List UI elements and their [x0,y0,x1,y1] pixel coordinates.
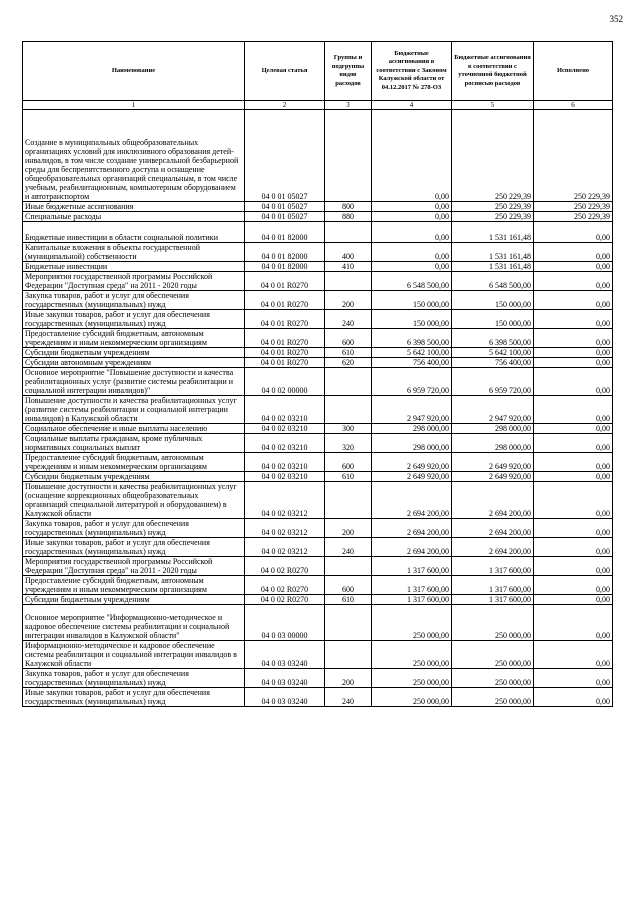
row-expense-group: 200 [325,291,372,310]
row-refined-amount: 298 000,00 [452,434,534,453]
table-row [23,212,613,222]
table-row [23,472,613,482]
row-target-code: 04 0 02 03212 [245,482,325,519]
row-target-code: 04 0 01 82000 [245,262,325,272]
row-name: Социальное обеспечение и иные выплаты населению [23,424,245,434]
row-law-amount: 756 400,00 [372,358,452,368]
row-refined-amount: 1 317 600,00 [452,557,534,576]
row-target-code: 04 0 03 00000 [245,605,325,641]
header-refined: Бюджетные ассигнования в соответствии с уточненной бюджетной росписью расходов [452,42,534,101]
row-expense-group [325,557,372,576]
table-row [23,110,613,202]
row-expense-group [325,368,372,396]
row-target-code: 04 0 01 R0270 [245,329,325,348]
row-target-code: 04 0 02 03210 [245,472,325,482]
row-target-code: 04 0 01 R0270 [245,358,325,368]
row-refined-amount: 2 649 920,00 [452,472,534,482]
row-name: Предоставление субсидий бюджетным, автономным учреждениям и иным некоммерческим организациям [23,329,245,348]
header-executed: Исполнено [534,42,613,101]
table-row [23,262,613,272]
page-number: 352 [609,14,623,24]
row-name: Информационно-методическое и кадровое обеспечение системы реабилитации и социальной интеграции инвалидов в Калужской области [23,641,245,669]
row-expense-group [325,222,372,243]
row-name: Иные закупки товаров, работ и услуг для обеспечения государственных (муниципальных) нужд [23,688,245,707]
row-target-code: 04 0 01 82000 [245,222,325,243]
row-name: Предоставление субсидий бюджетным, автономным учреждениям и иным некоммерческим организациям [23,576,245,595]
row-name: Основное мероприятие "Повышение доступности и качества реабилитационных услуг (развитие системы реабилитации и социальной интеграции инвалидов)" [23,368,245,396]
row-executed-amount: 0,00 [534,262,613,272]
table-row [23,424,613,434]
row-refined-amount: 250 000,00 [452,688,534,707]
row-expense-group: 400 [325,243,372,262]
table-row [23,519,613,538]
row-refined-amount: 250 000,00 [452,605,534,641]
row-target-code: 04 0 02 R0270 [245,557,325,576]
row-law-amount: 298 000,00 [372,424,452,434]
row-executed-amount: 0,00 [534,557,613,576]
row-expense-group: 880 [325,212,372,222]
row-law-amount: 2 694 200,00 [372,482,452,519]
row-expense-group: 320 [325,434,372,453]
table-row [23,688,613,707]
row-name: Основное мероприятие "Информационно-методическое и кадровое обеспечение системы реабилитации и социальной интеграции инвалидов в Калужской области" [23,605,245,641]
table-row [23,605,613,641]
row-executed-amount: 250 229,39 [534,110,613,202]
row-refined-amount: 6 959 720,00 [452,368,534,396]
table-row [23,482,613,519]
row-target-code: 04 0 01 05027 [245,212,325,222]
row-law-amount: 6 398 500,00 [372,329,452,348]
row-executed-amount: 0,00 [534,688,613,707]
table-row [23,434,613,453]
row-law-amount: 0,00 [372,202,452,212]
row-target-code: 04 0 02 03210 [245,424,325,434]
header-group: Группы и подгруппы видов расходов [325,42,372,101]
row-name: Закупка товаров, работ и услуг для обеспечения государственных (муниципальных) нужд [23,519,245,538]
row-name: Специальные расходы [23,212,245,222]
column-number: 6 [534,101,613,110]
row-refined-amount: 250 229,39 [452,212,534,222]
row-executed-amount: 0,00 [534,396,613,424]
row-name: Капитальные вложения в объекты государственной (муниципальной) собственности [23,243,245,262]
row-law-amount: 250 000,00 [372,688,452,707]
row-expense-group: 610 [325,595,372,605]
row-law-amount: 2 947 920,00 [372,396,452,424]
column-number: 5 [452,101,534,110]
row-executed-amount: 0,00 [534,424,613,434]
row-executed-amount: 0,00 [534,669,613,688]
table-row [23,202,613,212]
table-row [23,576,613,595]
header-row [23,42,613,101]
row-law-amount: 1 317 600,00 [372,576,452,595]
row-expense-group: 600 [325,576,372,595]
header-law: Бюджетные ассигнования в соответствии с Законом Калужской области от 04.12.2017 № 278-ОЗ [372,42,452,101]
row-name: Создание в муниципальных общеобразовательных организациях условий для инклюзивного образования детей-инвалидов, в том числе создание универсальной безбарьерной среды для беспрепятственного доступа и оснащение общеобразовательных организаций специальным, в том числе учебным, реабилитационным, компьютерным оборудованием и автотранспортом [23,110,245,202]
row-executed-amount: 0,00 [534,222,613,243]
row-target-code: 04 0 01 05027 [245,202,325,212]
row-target-code: 04 0 01 R0270 [245,348,325,358]
table-row [23,453,613,472]
column-number: 1 [23,101,245,110]
table-body [23,110,613,707]
row-executed-amount: 0,00 [534,472,613,482]
row-target-code: 04 0 01 R0270 [245,310,325,329]
row-executed-amount: 0,00 [534,243,613,262]
row-name: Предоставление субсидий бюджетным, автономным учреждениям и иным некоммерческим организациям [23,453,245,472]
row-law-amount: 2 649 920,00 [372,472,452,482]
row-refined-amount: 6 398 500,00 [452,329,534,348]
row-refined-amount: 6 548 500,00 [452,272,534,291]
row-name: Субсидии бюджетным учреждениям [23,595,245,605]
row-law-amount: 2 694 200,00 [372,519,452,538]
budget-table [22,41,613,707]
row-name: Повышение доступности и качества реабилитационных услуг (оснащение коррекционных общеобразовательных организаций специальной литературой и оборудованием) в Калужской области [23,482,245,519]
row-expense-group: 200 [325,669,372,688]
row-name: Субсидии бюджетным учреждениям [23,348,245,358]
row-executed-amount: 0,00 [534,358,613,368]
row-expense-group: 240 [325,688,372,707]
row-target-code: 04 0 03 03240 [245,641,325,669]
row-executed-amount: 0,00 [534,641,613,669]
row-executed-amount: 0,00 [534,482,613,519]
row-law-amount: 250 000,00 [372,605,452,641]
row-target-code: 04 0 02 R0270 [245,595,325,605]
row-executed-amount: 0,00 [534,595,613,605]
row-expense-group [325,396,372,424]
row-name: Субсидии бюджетным учреждениям [23,472,245,482]
row-name: Мероприятия государственной программы Российской Федерации "Доступная среда" на 2011 - 2020 годы [23,557,245,576]
row-refined-amount: 2 947 920,00 [452,396,534,424]
row-expense-group: 800 [325,202,372,212]
row-expense-group: 610 [325,348,372,358]
row-law-amount: 0,00 [372,110,452,202]
row-law-amount: 1 317 600,00 [372,557,452,576]
row-name: Закупка товаров, работ и услуг для обеспечения государственных (муниципальных) нужд [23,669,245,688]
header-target: Целевая статья [245,42,325,101]
row-target-code: 04 0 03 03240 [245,669,325,688]
table-row [23,243,613,262]
row-executed-amount: 250 229,39 [534,202,613,212]
row-law-amount: 2 694 200,00 [372,538,452,557]
row-expense-group: 620 [325,358,372,368]
row-expense-group [325,641,372,669]
row-name: Иные закупки товаров, работ и услуг для обеспечения государственных (муниципальных) нужд [23,310,245,329]
table-row [23,272,613,291]
row-executed-amount: 0,00 [534,348,613,358]
row-refined-amount: 2 649 920,00 [452,453,534,472]
row-law-amount: 0,00 [372,262,452,272]
row-law-amount: 298 000,00 [372,434,452,453]
row-name: Мероприятия государственной программы Российской Федерации "Доступная среда" на 2011 - 2020 годы [23,272,245,291]
row-law-amount: 150 000,00 [372,310,452,329]
row-target-code: 04 0 02 R0270 [245,576,325,595]
row-target-code: 04 0 03 03240 [245,688,325,707]
row-executed-amount: 0,00 [534,519,613,538]
row-law-amount: 6 548 500,00 [372,272,452,291]
row-target-code: 04 0 02 03210 [245,434,325,453]
table-row [23,348,613,358]
header-name: Наименование [23,42,245,101]
row-name: Субсидии автономным учреждениям [23,358,245,368]
row-law-amount: 150 000,00 [372,291,452,310]
row-executed-amount: 0,00 [534,310,613,329]
row-target-code: 04 0 02 03212 [245,538,325,557]
table-row [23,595,613,605]
row-law-amount: 0,00 [372,222,452,243]
row-refined-amount: 756 400,00 [452,358,534,368]
column-number-row [23,101,613,110]
row-expense-group: 600 [325,453,372,472]
row-executed-amount: 0,00 [534,605,613,641]
table-row [23,669,613,688]
row-refined-amount: 1 317 600,00 [452,595,534,605]
row-law-amount: 5 642 100,00 [372,348,452,358]
row-name: Иные бюджетные ассигнования [23,202,245,212]
column-number: 3 [325,101,372,110]
table-row [23,557,613,576]
table-row [23,222,613,243]
row-refined-amount: 150 000,00 [452,291,534,310]
row-executed-amount: 0,00 [534,272,613,291]
row-expense-group: 410 [325,262,372,272]
row-law-amount: 250 000,00 [372,641,452,669]
row-refined-amount: 1 531 161,48 [452,222,534,243]
row-expense-group [325,272,372,291]
row-law-amount: 0,00 [372,243,452,262]
row-name: Социальные выплаты гражданам, кроме публичных нормативных социальных выплат [23,434,245,453]
row-law-amount: 6 959 720,00 [372,368,452,396]
row-law-amount: 1 317 600,00 [372,595,452,605]
row-expense-group: 200 [325,519,372,538]
row-target-code: 04 0 01 R0270 [245,291,325,310]
row-executed-amount: 0,00 [534,329,613,348]
row-executed-amount: 0,00 [534,576,613,595]
column-number: 4 [372,101,452,110]
row-target-code: 04 0 01 05027 [245,110,325,202]
table-row [23,396,613,424]
row-expense-group [325,605,372,641]
row-executed-amount: 0,00 [534,368,613,396]
row-name: Закупка товаров, работ и услуг для обеспечения государственных (муниципальных) нужд [23,291,245,310]
row-name: Бюджетные инвестиции [23,262,245,272]
row-name: Иные закупки товаров, работ и услуг для обеспечения государственных (муниципальных) нужд [23,538,245,557]
row-refined-amount: 5 642 100,00 [452,348,534,358]
row-expense-group: 600 [325,329,372,348]
table-row [23,641,613,669]
row-target-code: 04 0 02 03210 [245,453,325,472]
table-row [23,358,613,368]
row-executed-amount: 0,00 [534,453,613,472]
row-executed-amount: 0,00 [534,291,613,310]
row-executed-amount: 0,00 [534,434,613,453]
row-expense-group: 610 [325,472,372,482]
row-refined-amount: 2 694 200,00 [452,482,534,519]
row-target-code: 04 0 02 00000 [245,368,325,396]
row-expense-group: 240 [325,310,372,329]
row-expense-group [325,110,372,202]
row-expense-group: 300 [325,424,372,434]
row-target-code: 04 0 01 82000 [245,243,325,262]
row-expense-group [325,482,372,519]
table-row [23,310,613,329]
row-name: Повышение доступности и качества реабилитационных услуг (развитие системы реабилитации и социальной интеграции инвалидов) в Калужской области [23,396,245,424]
row-refined-amount: 250 229,39 [452,110,534,202]
row-refined-amount: 1 531 161,48 [452,243,534,262]
column-number: 2 [245,101,325,110]
row-law-amount: 2 649 920,00 [372,453,452,472]
row-expense-group: 240 [325,538,372,557]
row-refined-amount: 1 317 600,00 [452,576,534,595]
table-row [23,368,613,396]
row-refined-amount: 2 694 200,00 [452,538,534,557]
row-refined-amount: 298 000,00 [452,424,534,434]
row-target-code: 04 0 02 03210 [245,396,325,424]
row-refined-amount: 2 694 200,00 [452,519,534,538]
table-row [23,291,613,310]
table-row [23,329,613,348]
table-row [23,538,613,557]
row-executed-amount: 0,00 [534,538,613,557]
row-name: Бюджетные инвестиции в области социальной политики [23,222,245,243]
row-refined-amount: 150 000,00 [452,310,534,329]
row-refined-amount: 1 531 161,48 [452,262,534,272]
row-target-code: 04 0 01 R0270 [245,272,325,291]
row-executed-amount: 250 229,39 [534,212,613,222]
row-target-code: 04 0 02 03212 [245,519,325,538]
row-refined-amount: 250 000,00 [452,669,534,688]
row-refined-amount: 250 229,39 [452,202,534,212]
row-refined-amount: 250 000,00 [452,641,534,669]
row-law-amount: 250 000,00 [372,669,452,688]
row-law-amount: 0,00 [372,212,452,222]
